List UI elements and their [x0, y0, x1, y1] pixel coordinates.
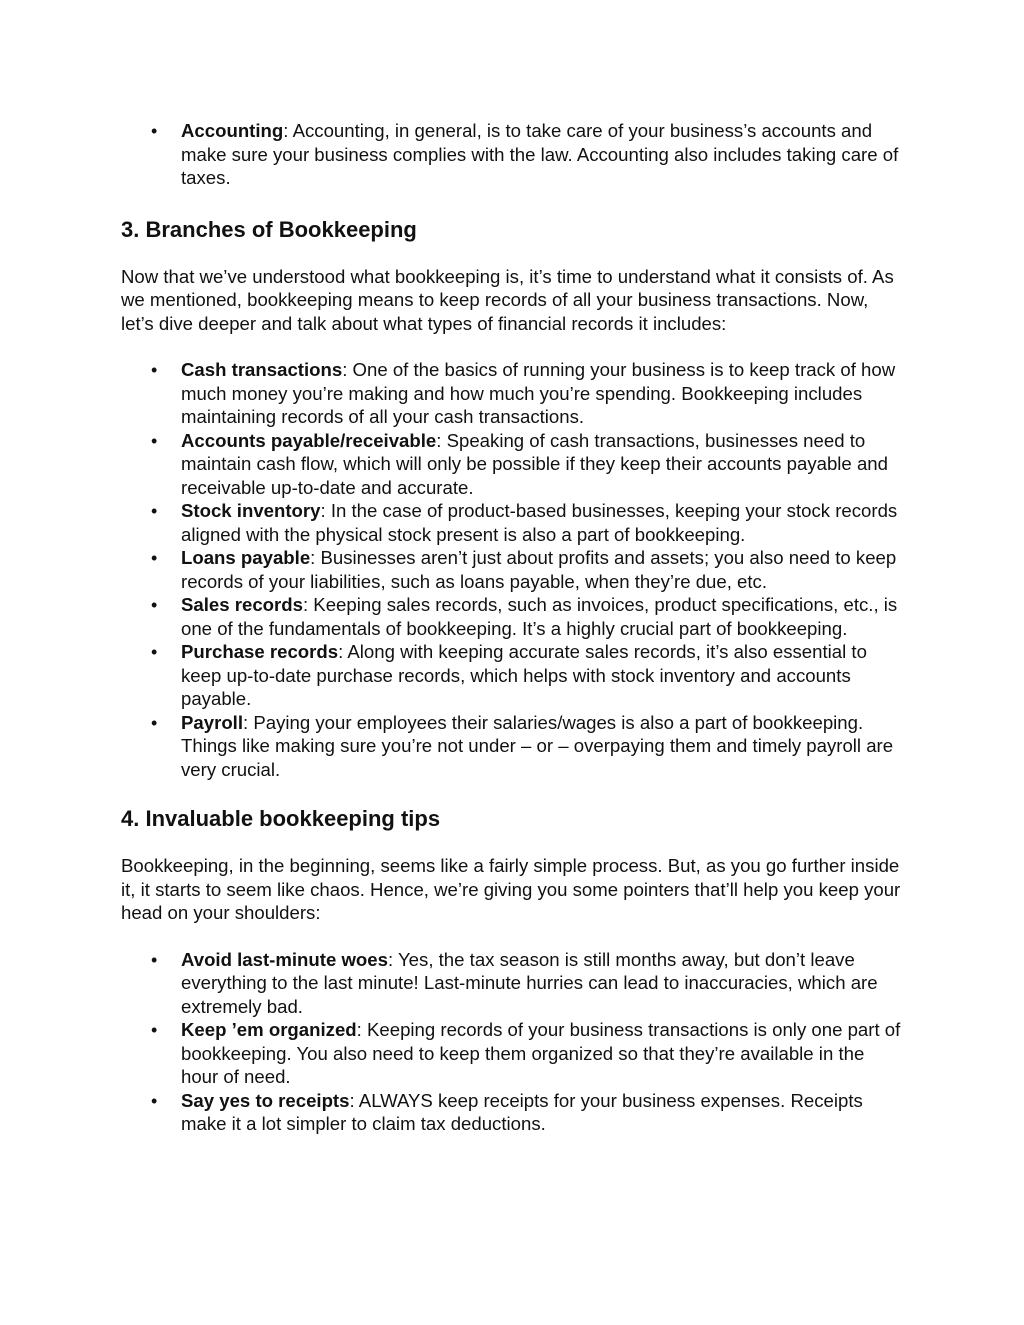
item-text: : In the case of product-based businesses, keeping your stock records aligned with the physical stock present is also a part of bookkeeping. — [181, 500, 898, 545]
bullet-icon — [151, 429, 163, 454]
list-item — [121, 640, 901, 711]
list-item — [121, 119, 901, 190]
item-term: Avoid last-minute woes — [181, 948, 388, 970]
list-item — [121, 429, 901, 500]
list-item — [121, 546, 901, 593]
bullet-icon — [151, 358, 163, 383]
item-term: Keep ’em organized — [181, 1019, 357, 1040]
records-bullet-list — [121, 358, 901, 781]
item-text: : Along with keeping accurate sales records, it’s also essential to keep up-to-date purchase records, which helps with stock inventory and accounts payable. — [181, 641, 867, 709]
section-paragraph: Bookkeeping, in the beginning, seems like a fairly simple process. But, as you go further inside it, it starts to seem like chaos. Hence, we’re giving you some pointers that’ll help you keep your head on your shoulders: — [121, 855, 901, 923]
item-term: Sales records — [181, 594, 303, 615]
item-term: Payroll — [181, 711, 244, 733]
list-item — [121, 358, 901, 429]
item-text: : Accounting, in general, is to take care of your business’s accounts and make sure your business complies with the law. Accounting also includes taking care of taxes. — [181, 120, 899, 188]
list-item — [121, 499, 901, 546]
item-term: Accounts payable/receivable — [181, 429, 437, 451]
bullet-icon — [151, 119, 163, 144]
bullet-icon — [151, 948, 163, 973]
item-text: : Paying your employees their salaries/wages is also a part of bookkeeping. Things like making sure you’re not under – or – overpaying them and timely payroll are very crucial. — [181, 711, 894, 780]
item-text: : Speaking of cash transactions, businesses need to maintain cash flow, which will only be possible if they keep their accounts payable and receivable up-to-date and accurate. — [181, 429, 888, 498]
section-heading: 3. Branches of Bookkeeping — [121, 216, 417, 242]
bullet-icon — [151, 1089, 163, 1114]
item-term: Stock inventory — [181, 500, 321, 521]
item-text: : Yes, the tax season is still months away, but don’t leave everything to the last minute! Last-minute hurries can lead to inaccuracies, which are extremely bad. — [181, 948, 878, 1017]
list-item — [121, 593, 901, 640]
list-item — [121, 711, 901, 782]
bullet-icon — [151, 640, 163, 665]
list-item — [121, 1089, 901, 1136]
section-paragraph: Now that we’ve understood what bookkeeping is, it’s time to understand what it consists of. As we mentioned, bookkeeping means to keep records of all your business transactions. Now, let’s dive deeper and talk about what types of financial records it includes: — [121, 265, 894, 334]
item-text: : One of the basics of running your business is to keep track of how much money you’re making and how much you’re spending. Bookkeeping includes maintaining records of all your cash transactions. — [181, 359, 896, 427]
section-heading: 4. Invaluable bookkeeping tips — [121, 806, 441, 831]
document-page — [121, 119, 901, 1136]
item-term: Cash transactions — [181, 359, 343, 380]
bullet-icon — [151, 711, 163, 736]
item-term: Say yes to receipts — [181, 1089, 350, 1111]
item-text: : Keeping sales records, such as invoices, product specifications, etc., is one of the fundamentals of bookkeeping. It’s a highly crucial part of bookkeeping. — [181, 594, 898, 639]
item-term: Purchase records — [181, 641, 339, 662]
bullet-icon — [151, 1018, 163, 1043]
tips-bullet-list — [121, 948, 901, 1136]
list-item — [121, 1018, 901, 1089]
item-text: : ALWAYS keep receipts for your business expenses. Receipts make it a lot simpler to claim tax deductions. — [181, 1089, 863, 1134]
item-term: Loans payable — [181, 547, 311, 568]
intro-bullet-list — [121, 119, 901, 190]
item-text: : Businesses aren’t just about profits and assets; you also need to keep records of your liabilities, such as loans payable, when they’re due, etc. — [181, 547, 897, 592]
item-term: Accounting — [181, 120, 284, 141]
item-text: : Keeping records of your business transactions is only one part of bookkeeping. You also need to keep them organized so that they’re available in the hour of need. — [181, 1019, 901, 1087]
bullet-icon — [151, 593, 163, 618]
list-item — [121, 948, 901, 1019]
bullet-icon — [151, 499, 163, 524]
bullet-icon — [151, 546, 163, 571]
